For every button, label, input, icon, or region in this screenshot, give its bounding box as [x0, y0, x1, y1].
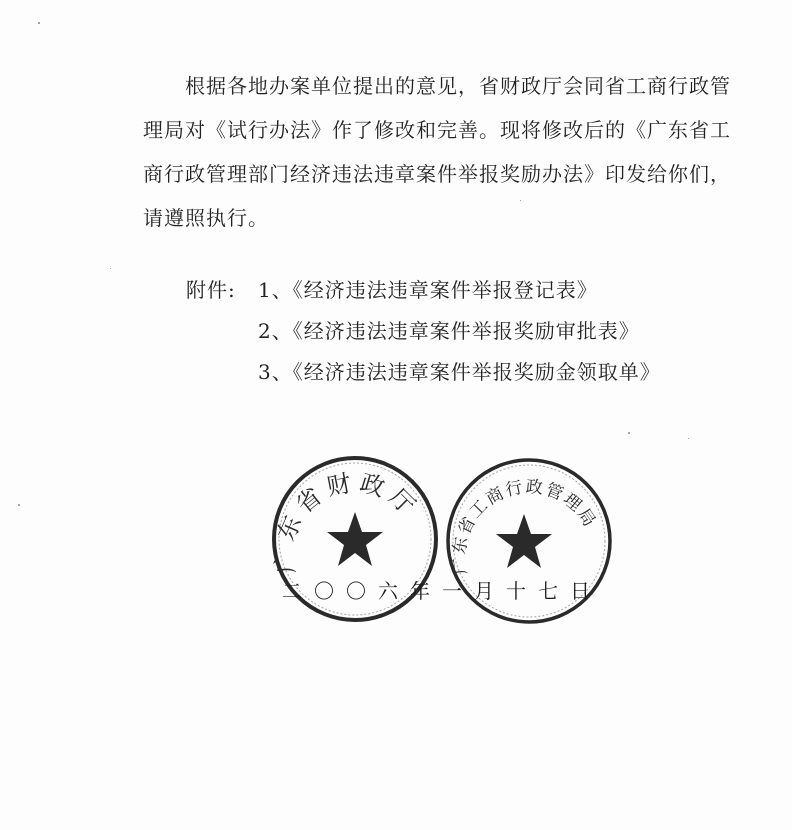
- body-paragraph: [143, 64, 743, 240]
- document-date: 二〇〇六年一月十七日: [282, 579, 602, 603]
- star-icon: [327, 512, 383, 566]
- scan-speck: [688, 438, 689, 439]
- attachment-item-3: 3、《经济违法违章案件举报奖励金领取单》: [258, 360, 661, 384]
- body-line-3: 商行政管理部门经济违法违章案件举报奖励办法》印发给你们，: [143, 162, 731, 186]
- scan-speck: [110, 268, 111, 269]
- attachment-row-1: [186, 270, 661, 311]
- body-line-2: 理局对《试行办法》作了修改和完善。现将修改后的《广东省工: [143, 118, 731, 142]
- attachment-row-3: [186, 352, 661, 393]
- scan-speck: [628, 432, 630, 434]
- scan-speck: [520, 200, 521, 201]
- attachments-section: [186, 270, 661, 393]
- body-line-1: 根据各地办案单位提出的意见，省财政厅会同省工商行政管: [185, 74, 731, 98]
- attachment-item-2: 2、《经济违法违章案件举报奖励审批表》: [258, 319, 640, 343]
- attachment-row-2: [186, 311, 661, 352]
- scan-speck: [18, 504, 20, 506]
- attachment-item-1: 1、《经济违法违章案件举报登记表》: [258, 278, 598, 302]
- attachments-label: 附件:: [186, 278, 236, 302]
- scan-speck: [38, 22, 40, 24]
- body-line-4: 请遵照执行。: [143, 206, 269, 230]
- star-icon: [496, 514, 552, 568]
- seal-text: 广东省工商行政管理局: [449, 477, 601, 576]
- seal-text: 广东省财政厅: [270, 468, 425, 575]
